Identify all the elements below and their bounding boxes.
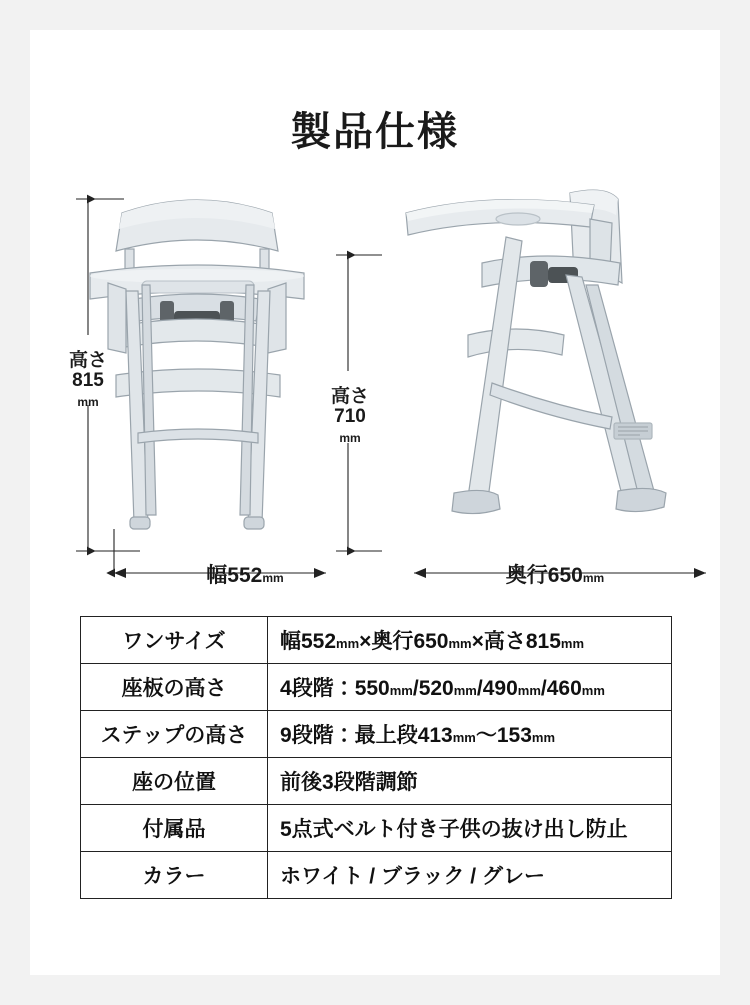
spec-table-body [81, 617, 672, 899]
spec-table [80, 616, 672, 899]
spec-value: 前後3段階調節 [268, 758, 672, 805]
spec-value: 4段階：550mm/520mm/490mm/460mm [268, 664, 672, 711]
spec-value: ホワイト / ブラック / グレー [268, 852, 672, 899]
front-height-label: 高さ 815 mm [68, 350, 107, 409]
spec-value: 9段階：最上段413mm〜153mm [268, 711, 672, 758]
spec-label: ステップの高さ [81, 711, 268, 758]
chair-illustration [30, 165, 720, 620]
front-width-label: 幅552mm [206, 564, 284, 587]
table-row [81, 758, 672, 805]
spec-label: 座の位置 [81, 758, 268, 805]
content-panel [30, 30, 720, 975]
spec-label: 付属品 [81, 805, 268, 852]
table-row [81, 852, 672, 899]
table-row [81, 664, 672, 711]
spec-label: カラー [81, 852, 268, 899]
front-view-chair [90, 200, 304, 529]
table-row [81, 805, 672, 852]
spec-label: ワンサイズ [81, 617, 268, 664]
spec-value: 幅552mm×奥行650mm×高さ815mm [268, 617, 672, 664]
table-row [81, 711, 672, 758]
page-title: 製品仕様 [291, 110, 459, 154]
spec-label: 座板の高さ [81, 664, 268, 711]
side-height-label: 高さ 710 mm [330, 386, 369, 445]
side-view-chair [406, 190, 666, 513]
spec-value: 5点式ベルト付き子供の抜け出し防止 [268, 805, 672, 852]
side-depth-label: 奥行650mm [505, 564, 605, 587]
product-dimension-figure [30, 165, 720, 620]
table-row [81, 617, 672, 664]
